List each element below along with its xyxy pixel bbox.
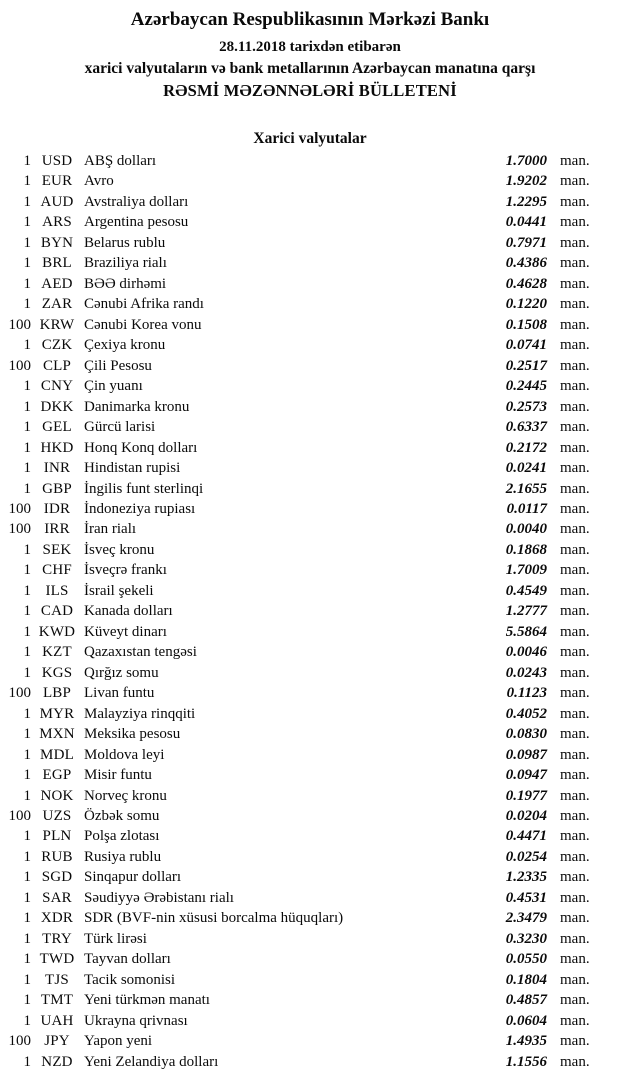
currency-rate: 0.0987 — [505, 746, 547, 763]
currency-name: Avro — [84, 173, 114, 190]
currency-row — [0, 683, 620, 703]
currency-unit-label: man. — [560, 419, 590, 436]
currency-rate: 0.0947 — [505, 767, 547, 784]
currency-quantity: 1 — [23, 296, 31, 313]
currency-row — [0, 704, 620, 724]
currency-quantity: 1 — [23, 275, 31, 292]
currency-rate: 0.1977 — [505, 787, 547, 804]
currency-quantity: 1 — [23, 234, 31, 251]
currency-rate: 1.2777 — [505, 603, 547, 620]
currency-name: Danimarka kronu — [84, 398, 190, 415]
currency-quantity: 1 — [23, 603, 31, 620]
currency-rate: 0.0254 — [505, 848, 547, 865]
currency-unit-label: man. — [560, 255, 590, 272]
currency-name: İsrail şekeli — [84, 582, 154, 599]
currency-name: SDR (BVF-nin xüsusi borcalma hüquqları) — [84, 910, 344, 927]
currency-unit-label: man. — [560, 398, 590, 415]
currency-unit-label: man. — [560, 951, 590, 968]
currency-unit-label: man. — [560, 500, 590, 517]
currency-name: Braziliya rialı — [84, 255, 167, 272]
currency-code: KGS — [41, 664, 73, 681]
currency-rate: 0.0441 — [505, 214, 547, 231]
currency-unit-label: man. — [560, 1012, 590, 1029]
currency-row — [0, 499, 620, 519]
currency-row — [0, 274, 620, 294]
currency-name: Argentina pesosu — [84, 214, 189, 231]
currency-name: Kanada dolları — [84, 603, 173, 620]
currency-name: Küveyt dinarı — [84, 623, 167, 640]
currency-code: BYN — [40, 234, 74, 251]
currency-quantity: 1 — [23, 255, 31, 272]
currency-quantity: 1 — [23, 726, 31, 743]
currency-name: Norveç kronu — [84, 787, 167, 804]
currency-rate: 0.6337 — [505, 419, 547, 436]
currency-code: NOK — [40, 787, 74, 804]
currency-code: XDR — [40, 910, 74, 927]
currency-row — [0, 212, 620, 232]
currency-quantity: 1 — [23, 767, 31, 784]
currency-rate: 1.4935 — [505, 1033, 547, 1050]
currency-name: Sinqapur dolları — [84, 869, 182, 886]
currency-unit-label: man. — [560, 153, 590, 169]
currency-quantity: 100 — [8, 357, 31, 374]
currency-code: KRW — [39, 316, 75, 333]
currency-unit-label: man. — [560, 234, 590, 251]
currency-unit-label: man. — [560, 460, 590, 477]
currency-rate: 0.0604 — [505, 1012, 547, 1029]
currency-name: İran rialı — [84, 521, 137, 538]
currency-row — [0, 888, 620, 908]
currency-rate: 0.0241 — [505, 460, 547, 477]
currency-quantity: 100 — [8, 316, 31, 333]
currency-name: Tayvan dolları — [84, 951, 171, 968]
currency-unit-label: man. — [560, 357, 590, 374]
currency-row — [0, 479, 620, 499]
currency-quantity: 100 — [8, 500, 31, 517]
currency-code: CNY — [40, 378, 74, 395]
currency-code: KWD — [38, 623, 76, 640]
currency-unit-label: man. — [560, 746, 590, 763]
currency-unit-label: man. — [560, 337, 590, 354]
currency-code: MXN — [39, 726, 75, 743]
currency-row — [0, 847, 620, 867]
currency-name: Avstraliya dolları — [84, 193, 189, 210]
currency-name: Gürcü larisi — [84, 419, 156, 436]
bulletin-title: RƏSMİ MƏZƏNNƏLƏRİ BÜLLETENİ — [163, 81, 457, 100]
currency-name: Cənubi Afrika randı — [84, 296, 204, 313]
currency-unit-label: man. — [560, 910, 590, 927]
currency-quantity: 1 — [23, 664, 31, 681]
currency-code: AUD — [40, 193, 74, 210]
currency-row — [0, 315, 620, 335]
currency-name: Yeni türkmən manatı — [84, 992, 210, 1009]
currency-rate: 0.0204 — [505, 808, 547, 824]
currency-row — [0, 1052, 620, 1072]
currency-quantity: 1 — [23, 828, 31, 845]
currency-code: USD — [41, 153, 73, 169]
currency-name: İsveç kronu — [84, 541, 155, 558]
currency-code: IDR — [43, 500, 71, 517]
currency-unit-label: man. — [560, 582, 590, 599]
currency-unit-label: man. — [560, 664, 590, 681]
currency-name: Cənubi Korea vonu — [84, 316, 202, 333]
currency-rate: 0.0741 — [505, 337, 547, 354]
currency-quantity: 100 — [8, 685, 31, 702]
currency-unit-label: man. — [560, 971, 590, 988]
currency-unit-label: man. — [560, 930, 590, 947]
currency-row — [0, 622, 620, 642]
currency-rate: 0.4549 — [505, 582, 547, 599]
currency-name: Livan funtu — [84, 685, 155, 702]
currency-quantity: 1 — [23, 951, 31, 968]
currency-rate: 0.2172 — [505, 439, 547, 456]
currency-rate: 0.4471 — [505, 828, 547, 845]
currency-quantity: 1 — [23, 971, 31, 988]
currency-row — [0, 417, 620, 437]
currency-code: SGD — [41, 869, 73, 886]
currency-rate: 2.1655 — [505, 480, 547, 497]
effective-date-line: 28.11.2018 tarixdən etibarən — [219, 39, 401, 55]
currency-code: TWD — [39, 951, 75, 968]
currency-quantity: 1 — [23, 889, 31, 906]
currency-rate: 0.0550 — [505, 951, 547, 968]
currency-name: Hindistan rupisi — [84, 460, 181, 477]
currency-rate: 0.1220 — [505, 296, 547, 313]
currency-code: LBP — [42, 685, 72, 702]
currency-code: EUR — [41, 173, 73, 190]
currency-quantity: 1 — [23, 193, 31, 210]
currency-rate: 0.0046 — [505, 644, 547, 661]
currency-code: DKK — [40, 398, 74, 415]
currency-quantity: 1 — [23, 848, 31, 865]
currency-code: ZAR — [41, 296, 73, 313]
currency-name: İngilis funt sterlinqi — [84, 480, 204, 497]
currency-rate: 1.9202 — [505, 173, 547, 190]
currency-quantity: 1 — [23, 214, 31, 231]
currency-unit-label: man. — [560, 705, 590, 722]
currency-row — [0, 908, 620, 928]
currency-row — [0, 745, 620, 765]
currency-row — [0, 335, 620, 355]
currency-code: GEL — [42, 419, 72, 436]
currency-quantity: 1 — [23, 562, 31, 579]
currency-rate: 0.1868 — [505, 541, 547, 558]
currency-name: Çexiya kronu — [84, 337, 166, 354]
currency-unit-label: man. — [560, 848, 590, 865]
currency-rate: 0.4386 — [505, 255, 547, 272]
currency-row — [0, 990, 620, 1010]
currency-code: SAR — [42, 889, 72, 906]
currency-code: TRY — [42, 930, 72, 947]
currency-rate: 0.0243 — [505, 664, 547, 681]
currency-quantity: 1 — [23, 337, 31, 354]
currency-rate: 5.5864 — [505, 623, 547, 640]
currency-unit-label: man. — [560, 992, 590, 1009]
currency-unit-label: man. — [560, 1053, 590, 1070]
currency-row — [0, 867, 620, 887]
currency-name: Səudiyyə Ərəbistanı rialı — [84, 889, 234, 906]
currency-rate: 0.2573 — [505, 398, 547, 415]
currency-unit-label: man. — [560, 439, 590, 456]
currency-row — [0, 1031, 620, 1051]
currency-quantity: 1 — [23, 1053, 31, 1070]
currency-name: İsveçrə frankı — [84, 562, 167, 579]
currency-row — [0, 171, 620, 191]
currency-quantity: 1 — [23, 746, 31, 763]
currency-row — [0, 601, 620, 621]
currency-code: ILS — [45, 582, 69, 599]
section-title-foreign-currencies: Xarici valyutalar — [253, 130, 367, 147]
currency-code: TJS — [45, 971, 69, 988]
currency-rate: 0.4531 — [505, 889, 547, 906]
currency-rate: 2.3479 — [505, 910, 547, 927]
currency-name: Özbək somu — [84, 808, 160, 824]
currency-code: UZS — [42, 808, 72, 824]
currency-name: Polşa zlotası — [84, 828, 160, 845]
currency-rate: 1.7000 — [505, 153, 547, 169]
currency-code: CZK — [41, 337, 73, 354]
currency-code: SEK — [42, 541, 72, 558]
bulletin-subtitle: xarici valyutaların və bank metallarının Azərbaycan manatına qarşı — [84, 60, 536, 77]
currency-code: EGP — [42, 767, 72, 784]
currency-name: ABŞ dolları — [84, 153, 157, 169]
currency-row — [0, 786, 620, 806]
currency-code: CLP — [42, 357, 72, 374]
currency-rate: 0.1804 — [505, 971, 547, 988]
currency-rate: 0.2517 — [505, 357, 547, 374]
currency-unit-label: man. — [560, 1033, 590, 1050]
currency-unit-label: man. — [560, 316, 590, 333]
currency-unit-label: man. — [560, 767, 590, 784]
currency-code: NZD — [41, 1053, 73, 1070]
currency-unit-label: man. — [560, 685, 590, 702]
currency-code: HKD — [40, 439, 74, 456]
currency-row — [0, 581, 620, 601]
currency-code: ARS — [42, 214, 72, 231]
currency-unit-label: man. — [560, 296, 590, 313]
currency-quantity: 1 — [23, 910, 31, 927]
currency-rate: 1.1556 — [505, 1053, 547, 1070]
currency-row — [0, 540, 620, 560]
currency-quantity: 1 — [23, 378, 31, 395]
currency-unit-label: man. — [560, 214, 590, 231]
currency-unit-label: man. — [560, 521, 590, 538]
currency-quantity: 1 — [23, 930, 31, 947]
currency-rate: 1.7009 — [505, 562, 547, 579]
currency-quantity: 1 — [23, 787, 31, 804]
bulletin-header — [0, 0, 620, 100]
currency-quantity: 1 — [23, 398, 31, 415]
currency-name: Honq Konq dolları — [84, 439, 198, 456]
currency-quantity: 1 — [23, 869, 31, 886]
currency-code: GBP — [42, 480, 72, 497]
currency-code: UAH — [40, 1012, 74, 1029]
currency-rates-table — [0, 151, 620, 1072]
currency-row — [0, 376, 620, 396]
currency-rate: 0.4857 — [505, 992, 547, 1009]
currency-row — [0, 458, 620, 478]
currency-rate: 0.0830 — [505, 726, 547, 743]
currency-code: CHF — [42, 562, 72, 579]
currency-name: Ukrayna qrivnası — [84, 1012, 188, 1029]
currency-rate: 0.1508 — [505, 316, 547, 333]
currency-code: MDL — [40, 746, 74, 763]
currency-code: IRR — [44, 521, 70, 538]
currency-quantity: 100 — [8, 521, 31, 538]
currency-quantity: 1 — [23, 439, 31, 456]
currency-unit-label: man. — [560, 623, 590, 640]
currency-code: MYR — [39, 705, 75, 722]
currency-unit-label: man. — [560, 644, 590, 661]
currency-rate: 0.1123 — [506, 685, 547, 702]
currency-name: Tacik somonisi — [84, 971, 176, 988]
currency-name: Qırğız somu — [84, 664, 159, 681]
currency-quantity: 1 — [23, 1012, 31, 1029]
currency-unit-label: man. — [560, 787, 590, 804]
currency-row — [0, 806, 620, 826]
currency-row — [0, 765, 620, 785]
currency-row — [0, 663, 620, 683]
currency-row — [0, 724, 620, 744]
currency-name: Malayziya rinqqiti — [84, 705, 196, 722]
currency-row — [0, 519, 620, 539]
currency-row — [0, 356, 620, 376]
currency-quantity: 1 — [23, 992, 31, 1009]
currency-code: JPY — [44, 1033, 70, 1050]
currency-unit-label: man. — [560, 378, 590, 395]
currency-rate: 0.0117 — [506, 500, 547, 517]
currency-row — [0, 929, 620, 949]
currency-row — [0, 151, 620, 171]
currency-row — [0, 970, 620, 990]
currency-name: İndoneziya rupiası — [84, 500, 196, 517]
currency-name: Rusiya rublu — [84, 848, 162, 865]
currency-unit-label: man. — [560, 808, 590, 824]
currency-unit-label: man. — [560, 726, 590, 743]
currency-quantity: 100 — [8, 808, 31, 824]
currency-name: BƏƏ dirhəmi — [84, 275, 167, 292]
currency-row — [0, 949, 620, 969]
currency-rate: 0.7971 — [505, 234, 547, 251]
currency-name: Türk lirəsi — [84, 930, 147, 947]
currency-quantity: 1 — [23, 541, 31, 558]
currency-name: Qazaxıstan tengəsi — [84, 644, 197, 661]
currency-row — [0, 397, 620, 417]
currency-name: Yeni Zelandiya dolları — [84, 1053, 219, 1070]
currency-unit-label: man. — [560, 828, 590, 845]
currency-unit-label: man. — [560, 869, 590, 886]
currency-rate: 0.0040 — [505, 521, 547, 538]
currency-code: BRL — [42, 255, 72, 272]
currency-code: CAD — [40, 603, 74, 620]
currency-quantity: 1 — [23, 480, 31, 497]
currency-quantity: 1 — [23, 705, 31, 722]
currency-row — [0, 642, 620, 662]
currency-unit-label: man. — [560, 562, 590, 579]
currency-quantity: 1 — [23, 644, 31, 661]
currency-name: Yapon yeni — [84, 1033, 153, 1050]
currency-quantity: 1 — [23, 173, 31, 190]
bank-title: Azərbaycan Respublikasının Mərkəzi Bankı — [130, 9, 490, 30]
currency-rate: 0.3230 — [505, 930, 547, 947]
currency-row — [0, 1011, 620, 1031]
currency-code: TMT — [40, 992, 74, 1009]
currency-name: Misir funtu — [84, 767, 152, 784]
currency-rate: 1.2335 — [505, 869, 547, 886]
currency-quantity: 100 — [8, 1033, 31, 1050]
currency-code: PLN — [42, 828, 72, 845]
currency-rate: 0.4052 — [505, 705, 547, 722]
currency-row — [0, 560, 620, 580]
currency-unit-label: man. — [560, 193, 590, 210]
currency-row — [0, 826, 620, 846]
currency-code: KZT — [42, 644, 72, 661]
currency-rate: 1.2295 — [505, 193, 547, 210]
currency-unit-label: man. — [560, 480, 590, 497]
currency-quantity: 1 — [23, 623, 31, 640]
currency-code: AED — [41, 275, 73, 292]
currency-name: Belarus rublu — [84, 234, 166, 251]
currency-name: Meksika pesosu — [84, 726, 181, 743]
currency-unit-label: man. — [560, 889, 590, 906]
currency-name: Moldova leyi — [84, 746, 165, 763]
currency-name: Çili Pesosu — [84, 357, 152, 374]
currency-quantity: 1 — [23, 153, 31, 169]
currency-row — [0, 438, 620, 458]
currency-quantity: 1 — [23, 582, 31, 599]
currency-row — [0, 192, 620, 212]
currency-quantity: 1 — [23, 460, 31, 477]
currency-row — [0, 253, 620, 273]
currency-unit-label: man. — [560, 275, 590, 292]
currency-rate: 0.4628 — [505, 275, 547, 292]
currency-rate: 0.2445 — [505, 378, 547, 395]
currency-code: INR — [43, 460, 71, 477]
currency-row — [0, 294, 620, 314]
currency-unit-label: man. — [560, 541, 590, 558]
currency-quantity: 1 — [23, 419, 31, 436]
currency-unit-label: man. — [560, 603, 590, 620]
currency-code: RUB — [41, 848, 73, 865]
currency-unit-label: man. — [560, 173, 590, 190]
currency-row — [0, 233, 620, 253]
currency-name: Çin yuanı — [84, 378, 143, 395]
